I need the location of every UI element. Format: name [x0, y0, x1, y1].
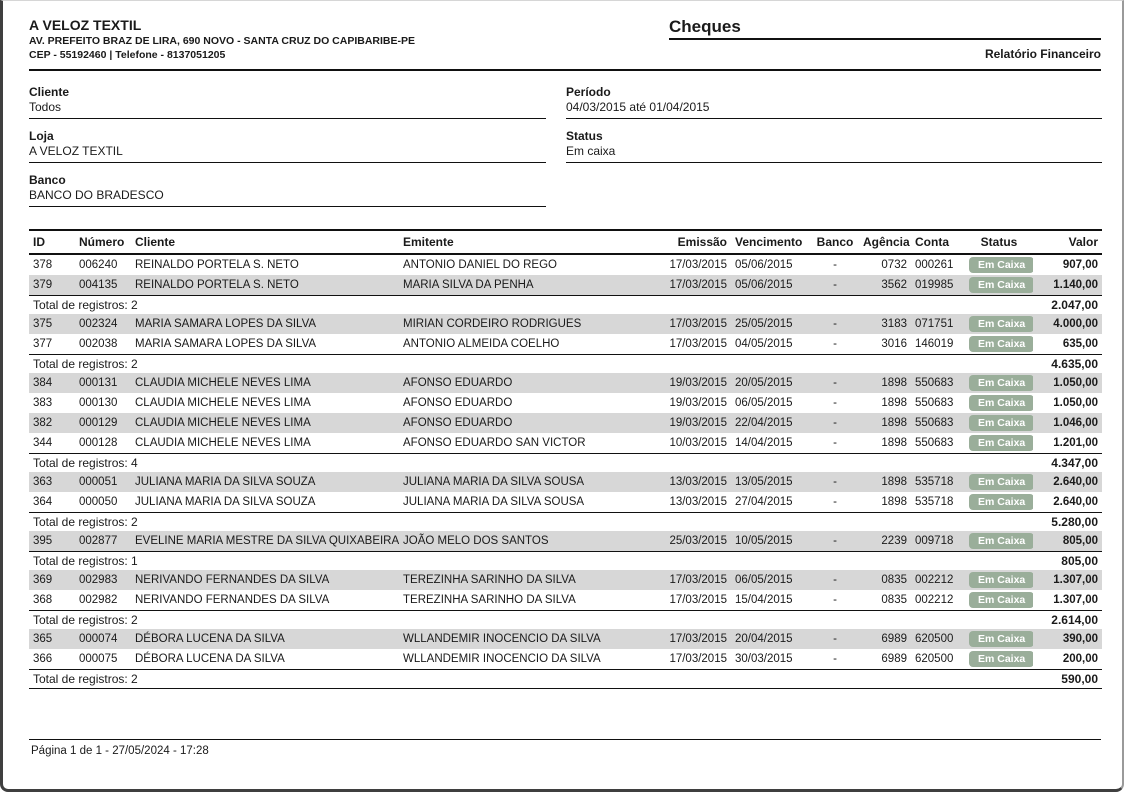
cell-cliente: DÉBORA LUCENA DA SILVA — [135, 653, 285, 665]
col-header-valor: Valor — [1068, 235, 1098, 249]
cell-emissao: 19/03/2015 — [669, 417, 727, 429]
status-badge: Em Caixa — [969, 435, 1033, 451]
status-badge: Em Caixa — [969, 651, 1033, 667]
subtotal-value: 4.347,00 — [1051, 456, 1098, 470]
cell-agencia: 6989 — [881, 653, 907, 665]
filter-loja — [29, 129, 546, 163]
status-badge: Em Caixa — [969, 415, 1033, 431]
cell-id: 366 — [33, 653, 53, 665]
cell-vencimento: 10/05/2015 — [735, 535, 793, 547]
table-row — [29, 373, 1102, 393]
cell-emissao: 17/03/2015 — [669, 318, 727, 330]
subtotal-label: Total de registros: 2 — [33, 298, 138, 312]
cell-emitente: JULIANA MARIA DA SILVA SOUSA — [403, 476, 585, 488]
subtotal-value: 2.047,00 — [1051, 298, 1098, 312]
cell-vencimento: 05/06/2015 — [735, 279, 793, 291]
cell-valor: 1.050,00 — [1053, 377, 1098, 389]
cell-emissao: 17/03/2015 — [669, 574, 727, 586]
cell-emissao: 17/03/2015 — [669, 594, 727, 606]
cell-numero: 000129 — [79, 417, 118, 429]
cell-agencia: 0835 — [881, 594, 907, 606]
filter-status-value: Em caixa — [566, 144, 616, 158]
cell-valor: 1.050,00 — [1053, 397, 1098, 409]
cell-emitente: JULIANA MARIA DA SILVA SOUSA — [403, 496, 585, 508]
cell-valor: 1.307,00 — [1053, 574, 1098, 586]
cell-numero: 000050 — [79, 496, 118, 508]
filter-spacer — [566, 173, 1102, 207]
cell-numero: 004135 — [79, 279, 118, 291]
cell-numero: 000051 — [79, 476, 118, 488]
cell-banco: - — [833, 633, 837, 645]
cell-cliente: MARIA SAMARA LOPES DA SILVA — [135, 338, 317, 350]
table-row — [29, 393, 1102, 413]
cell-status — [965, 373, 1033, 393]
cell-cliente: CLAUDIA MICHELE NEVES LIMA — [135, 437, 311, 449]
subtotal-row — [29, 552, 1102, 571]
cell-emissao: 19/03/2015 — [669, 397, 727, 409]
subtotal-label: Total de registros: 2 — [33, 613, 138, 627]
table-row — [29, 314, 1102, 334]
status-badge: Em Caixa — [969, 316, 1033, 332]
cell-numero: 000074 — [79, 633, 118, 645]
cell-vencimento: 20/05/2015 — [735, 377, 793, 389]
cell-numero: 002038 — [79, 338, 118, 350]
cell-agencia: 1898 — [881, 437, 907, 449]
title-block — [669, 17, 1101, 61]
subtotal-row — [29, 355, 1102, 374]
col-header-numero: Número — [79, 235, 125, 249]
filter-status-label: Status — [566, 129, 603, 143]
cell-id: 369 — [33, 574, 53, 586]
table-row — [29, 334, 1102, 355]
cell-conta: 550683 — [915, 397, 954, 409]
subtotal-label: Total de registros: 2 — [33, 515, 138, 529]
cell-banco: - — [833, 259, 837, 271]
cell-agencia: 2239 — [881, 535, 907, 547]
cell-valor: 635,00 — [1062, 338, 1098, 350]
subtotal-label: Total de registros: 2 — [33, 672, 138, 686]
cell-conta: 620500 — [915, 633, 954, 645]
subtotal-value: 2.614,00 — [1051, 613, 1098, 627]
filter-cliente-label: Cliente — [29, 85, 70, 99]
filters-section — [29, 85, 1101, 217]
cell-conta: 535718 — [915, 496, 954, 508]
cell-id: 375 — [33, 318, 53, 330]
cell-agencia: 6989 — [881, 633, 907, 645]
cell-cliente: NERIVANDO FERNANDES DA SILVA — [135, 594, 330, 606]
cell-status — [965, 629, 1033, 649]
cell-cliente: MARIA SAMARA LOPES DA SILVA — [135, 318, 317, 330]
cell-id: 384 — [33, 377, 53, 389]
subtotal-value: 590,00 — [1061, 672, 1098, 686]
cell-agencia: 1898 — [881, 397, 907, 409]
cell-id: 395 — [33, 535, 53, 547]
cell-vencimento: 25/05/2015 — [735, 318, 793, 330]
subtotal-row — [29, 670, 1102, 689]
cell-status — [965, 314, 1033, 334]
status-badge: Em Caixa — [969, 277, 1033, 293]
subtotal-label: Total de registros: 2 — [33, 357, 138, 371]
cell-agencia: 3016 — [881, 338, 907, 350]
cell-valor: 1.140,00 — [1053, 279, 1098, 291]
status-badge: Em Caixa — [969, 533, 1033, 549]
cell-banco: - — [833, 574, 837, 586]
cell-emitente: TEREZINHA SARINHO DA SILVA — [403, 574, 576, 586]
table-row — [29, 570, 1102, 590]
cell-agencia: 0732 — [881, 259, 907, 271]
cell-conta: 146019 — [915, 338, 954, 350]
company-name: A VELOZ TEXTIL — [29, 17, 142, 33]
cell-status — [965, 254, 1033, 275]
cell-vencimento: 14/04/2015 — [735, 437, 793, 449]
table-row — [29, 531, 1102, 552]
cell-numero: 002877 — [79, 535, 118, 547]
cell-conta: 002212 — [915, 574, 954, 586]
cell-vencimento: 15/04/2015 — [735, 594, 793, 606]
cell-banco: - — [833, 397, 837, 409]
cell-banco: - — [833, 338, 837, 350]
col-header-agencia: Agência — [863, 235, 910, 249]
cell-emitente: MARIA SILVA DA PENHA — [403, 279, 534, 291]
subtotal-row — [29, 454, 1102, 473]
cell-banco: - — [833, 594, 837, 606]
cell-numero: 002324 — [79, 318, 118, 330]
cell-emissao: 17/03/2015 — [669, 653, 727, 665]
cell-banco: - — [833, 377, 837, 389]
cell-emitente: AFONSO EDUARDO SAN VICTOR — [403, 437, 586, 449]
cell-vencimento: 13/05/2015 — [735, 476, 793, 488]
cell-banco: - — [833, 318, 837, 330]
cell-emitente: AFONSO EDUARDO — [403, 417, 513, 429]
cell-status — [965, 413, 1033, 433]
cell-banco: - — [833, 496, 837, 508]
cell-valor: 2.640,00 — [1053, 496, 1098, 508]
subtotal-label: Total de registros: 4 — [33, 456, 138, 470]
cell-status — [965, 531, 1033, 552]
footer-page-info: Página 1 de 1 - 27/05/2024 - 17:28 — [31, 745, 209, 757]
cell-status — [965, 492, 1033, 513]
cell-vencimento: 20/04/2015 — [735, 633, 793, 645]
cell-valor: 2.640,00 — [1053, 476, 1098, 488]
cell-valor: 390,00 — [1062, 633, 1098, 645]
subtotal-row — [29, 611, 1102, 630]
cell-conta: 550683 — [915, 437, 954, 449]
cell-cliente: JULIANA MARIA DA SILVA SOUZA — [135, 496, 316, 508]
table-row — [29, 649, 1102, 670]
cell-conta: 009718 — [915, 535, 954, 547]
cell-vencimento: 30/03/2015 — [735, 653, 793, 665]
col-header-id: ID — [33, 235, 45, 249]
subtotal-row — [29, 513, 1102, 532]
cell-valor: 907,00 — [1062, 259, 1098, 271]
col-header-emitente: Emitente — [403, 235, 454, 249]
cell-conta: 000261 — [915, 259, 954, 271]
cell-cliente: CLAUDIA MICHELE NEVES LIMA — [135, 397, 311, 409]
cell-banco: - — [833, 653, 837, 665]
cell-agencia: 1898 — [881, 377, 907, 389]
cell-id: 363 — [33, 476, 53, 488]
filter-periodo-value: 04/03/2015 até 01/04/2015 — [566, 100, 710, 114]
company-cep-phone: CEP - 55192460 | Telefone - 8137051205 — [29, 49, 226, 61]
cell-id: 383 — [33, 397, 53, 409]
col-header-banco: Banco — [816, 235, 854, 249]
cell-vencimento: 27/04/2015 — [735, 496, 793, 508]
cell-status — [965, 275, 1033, 296]
subtotal-value: 5.280,00 — [1051, 515, 1098, 529]
cheques-table — [29, 229, 1102, 689]
cell-emissao: 13/03/2015 — [669, 476, 727, 488]
table-row — [29, 472, 1102, 492]
cell-emitente: JOÃO MELO DOS SANTOS — [403, 535, 549, 547]
cell-emissao: 19/03/2015 — [669, 377, 727, 389]
cell-emitente: ANTONIO ALMEIDA COELHO — [403, 338, 560, 350]
cell-id: 377 — [33, 338, 53, 350]
cell-cliente: DÉBORA LUCENA DA SILVA — [135, 633, 285, 645]
table-row — [29, 413, 1102, 433]
cell-emissao: 13/03/2015 — [669, 496, 727, 508]
filter-periodo-label: Período — [566, 85, 611, 99]
cell-numero: 000128 — [79, 437, 118, 449]
cell-emitente: MIRIAN CORDEIRO RODRIGUES — [403, 318, 582, 330]
subtotal-value: 805,00 — [1061, 554, 1098, 568]
cell-emitente: WLLANDEMIR INOCENCIO DA SILVA — [403, 633, 601, 645]
cell-emissao: 17/03/2015 — [669, 279, 727, 291]
filter-periodo — [566, 85, 1102, 119]
filter-status — [566, 129, 1102, 163]
cell-conta: 535718 — [915, 476, 954, 488]
subtotal-label: Total de registros: 1 — [33, 554, 138, 568]
cell-agencia: 3562 — [881, 279, 907, 291]
cell-conta: 019985 — [915, 279, 954, 291]
cell-valor: 200,00 — [1062, 653, 1098, 665]
status-badge: Em Caixa — [969, 336, 1033, 352]
cell-valor: 805,00 — [1062, 535, 1098, 547]
table-row — [29, 433, 1102, 454]
status-badge: Em Caixa — [969, 474, 1033, 490]
table-row — [29, 629, 1102, 649]
cell-status — [965, 433, 1033, 454]
cell-valor: 1.307,00 — [1053, 594, 1098, 606]
cell-banco: - — [833, 535, 837, 547]
table-row — [29, 492, 1102, 513]
cell-id: 344 — [33, 437, 53, 449]
cell-emissao: 17/03/2015 — [669, 259, 727, 271]
cell-banco: - — [833, 279, 837, 291]
table-header-row — [29, 230, 1102, 254]
cell-valor: 1.201,00 — [1053, 437, 1098, 449]
table-row — [29, 254, 1102, 275]
cell-agencia: 3183 — [881, 318, 907, 330]
cell-numero: 002982 — [79, 594, 118, 606]
cell-agencia: 0835 — [881, 574, 907, 586]
cell-status — [965, 472, 1033, 492]
cell-id: 365 — [33, 633, 53, 645]
cell-id: 379 — [33, 279, 53, 291]
cell-vencimento: 06/05/2015 — [735, 574, 793, 586]
company-block — [29, 17, 415, 62]
filter-loja-value: A VELOZ TEXTIL — [29, 144, 123, 158]
status-badge: Em Caixa — [969, 257, 1033, 273]
cell-id: 382 — [33, 417, 53, 429]
col-header-cliente: Cliente — [135, 235, 176, 249]
status-badge: Em Caixa — [969, 375, 1033, 391]
cell-status — [965, 334, 1033, 355]
cell-numero: 006240 — [79, 259, 118, 271]
cell-conta: 550683 — [915, 377, 954, 389]
filter-loja-label: Loja — [29, 129, 54, 143]
cell-conta: 550683 — [915, 417, 954, 429]
col-header-status: Status — [980, 235, 1018, 249]
page-footer — [29, 739, 1101, 757]
cell-cliente: CLAUDIA MICHELE NEVES LIMA — [135, 417, 311, 429]
cell-conta: 620500 — [915, 653, 954, 665]
status-badge: Em Caixa — [969, 572, 1033, 588]
cell-emitente: WLLANDEMIR INOCENCIO DA SILVA — [403, 653, 601, 665]
cell-vencimento: 05/06/2015 — [735, 259, 793, 271]
cell-emitente: ANTONIO DANIEL DO REGO — [403, 259, 557, 271]
cell-id: 378 — [33, 259, 53, 271]
cell-status — [965, 570, 1033, 590]
subtotal-value: 4.635,00 — [1051, 357, 1098, 371]
cell-agencia: 1898 — [881, 476, 907, 488]
table-row — [29, 590, 1102, 611]
cell-status — [965, 590, 1033, 611]
table-row — [29, 275, 1102, 296]
cell-cliente: REINALDO PORTELA S. NETO — [135, 259, 299, 271]
cell-cliente: EVELINE MARIA MESTRE DA SILVA QUIXABEIRA — [135, 535, 399, 547]
cell-banco: - — [833, 476, 837, 488]
cell-cliente: NERIVANDO FERNANDES DA SILVA — [135, 574, 330, 586]
cell-id: 368 — [33, 594, 53, 606]
col-header-vencimento: Vencimento — [735, 235, 803, 249]
cell-vencimento: 04/05/2015 — [735, 338, 793, 350]
status-badge: Em Caixa — [969, 592, 1033, 608]
cell-emissao: 17/03/2015 — [669, 633, 727, 645]
cell-vencimento: 06/05/2015 — [735, 397, 793, 409]
cell-status — [965, 393, 1033, 413]
report-header — [29, 17, 1101, 71]
col-header-conta: Conta — [915, 235, 949, 249]
filter-banco-label: Banco — [29, 173, 66, 187]
cell-conta: 002212 — [915, 594, 954, 606]
filter-cliente-value: Todos — [29, 100, 62, 114]
cell-cliente: CLAUDIA MICHELE NEVES LIMA — [135, 377, 311, 389]
cell-agencia: 1898 — [881, 417, 907, 429]
filter-banco — [29, 173, 546, 207]
cell-emissao: 17/03/2015 — [669, 338, 727, 350]
cell-emissao: 25/03/2015 — [669, 535, 727, 547]
cell-valor: 1.046,00 — [1053, 417, 1098, 429]
cell-emissao: 10/03/2015 — [669, 437, 727, 449]
page-title: Cheques — [669, 17, 1101, 40]
cell-cliente: REINALDO PORTELA S. NETO — [135, 279, 299, 291]
cell-banco: - — [833, 437, 837, 449]
status-badge: Em Caixa — [969, 395, 1033, 411]
cell-numero: 000075 — [79, 653, 118, 665]
cell-id: 364 — [33, 496, 53, 508]
cell-valor: 4.000,00 — [1053, 318, 1098, 330]
cell-emitente: TEREZINHA SARINHO DA SILVA — [403, 594, 576, 606]
cell-cliente: JULIANA MARIA DA SILVA SOUZA — [135, 476, 316, 488]
status-badge: Em Caixa — [969, 631, 1033, 647]
cell-emitente: AFONSO EDUARDO — [403, 397, 513, 409]
cell-emitente: AFONSO EDUARDO — [403, 377, 513, 389]
cell-agencia: 1898 — [881, 496, 907, 508]
cell-numero: 002983 — [79, 574, 118, 586]
company-address: AV. PREFEITO BRAZ DE LIRA, 690 NOVO - SANTA CRUZ DO CAPIBARIBE-PE — [29, 35, 416, 47]
cell-numero: 000130 — [79, 397, 118, 409]
filter-cliente — [29, 85, 546, 119]
cell-banco: - — [833, 417, 837, 429]
report-subtitle: Relatório Financeiro — [984, 47, 1101, 61]
col-header-emissao: Emissão — [677, 235, 727, 249]
cell-status — [965, 649, 1033, 670]
cell-vencimento: 22/04/2015 — [735, 417, 793, 429]
cell-numero: 000131 — [79, 377, 118, 389]
cell-conta: 071751 — [915, 318, 954, 330]
filter-banco-value: BANCO DO BRADESCO — [29, 188, 164, 202]
subtotal-row — [29, 296, 1102, 315]
status-badge: Em Caixa — [969, 494, 1033, 510]
